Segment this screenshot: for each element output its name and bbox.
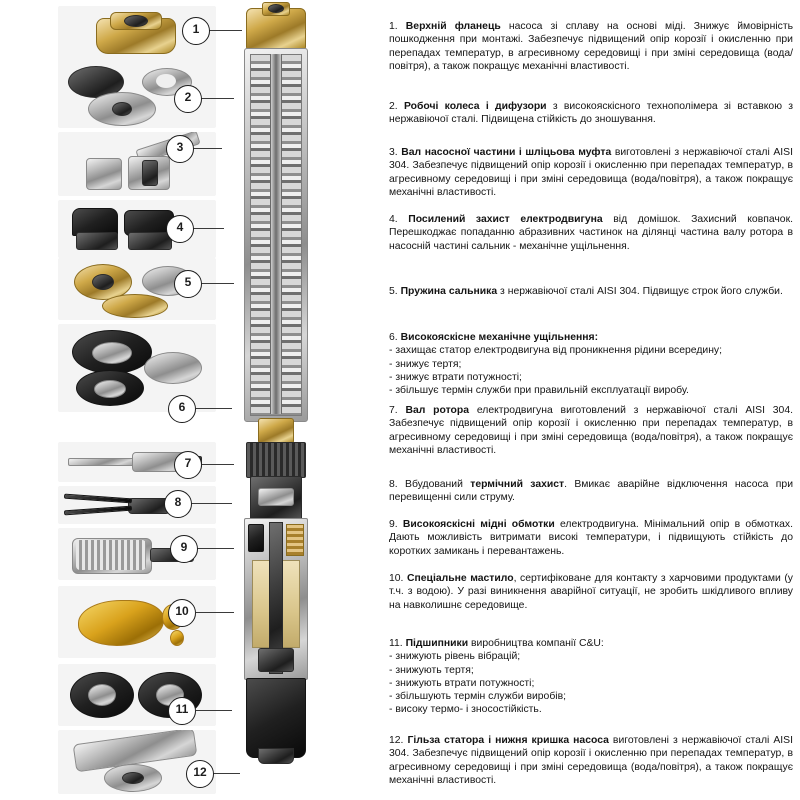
pump-head-bore <box>268 4 284 13</box>
brass-flange-bore <box>124 15 148 27</box>
description-bullets-11 <box>389 650 793 716</box>
seal-ring-inner <box>92 342 132 364</box>
description-number-7: 7. <box>389 405 398 416</box>
leader-line-6 <box>196 408 232 409</box>
description-number-10: 10. <box>389 573 404 584</box>
motor-lower-bearing <box>258 648 294 672</box>
description-number-3: 3. <box>389 147 398 158</box>
description-item-5 <box>389 285 793 298</box>
description-lead-3: Вал насосної частини і шліцьова муфта <box>401 147 612 158</box>
description-body-11: виробництва компанії C&U: <box>468 638 604 649</box>
motor-bottom-cover <box>246 678 306 758</box>
callout-bullet-8[interactable]: 8 <box>164 490 192 518</box>
description-lead-12: Гільза статора і нижня кришка насоса <box>407 735 609 746</box>
thermal-lead-2 <box>64 506 132 516</box>
description-item-4 <box>389 213 793 253</box>
description-lead-1: Верхній фланець <box>405 21 501 32</box>
oil-droplet-b <box>170 630 184 646</box>
pump-cutaway-illustration <box>224 0 370 800</box>
description-number-11: 11. <box>389 638 403 649</box>
description-bullet-11-5: - високу термо- і зносостійкість. <box>389 704 542 716</box>
sleeve-bore <box>142 160 158 186</box>
description-strong-8: термічний захист <box>470 479 565 490</box>
motor-seal-ring <box>258 488 294 506</box>
description-number-1: 1. <box>389 21 398 32</box>
description-item-8 <box>389 478 793 505</box>
description-item-9 <box>389 518 793 558</box>
part-thumb-8 <box>58 486 216 524</box>
description-number-9: 9. <box>389 519 398 530</box>
description-body-5: з нержавіючої сталі AISI 304. Підвищує строк його служби. <box>497 286 783 297</box>
description-bullets-6 <box>389 344 793 397</box>
description-number-2: 2. <box>389 101 398 112</box>
description-body-4: від домішок. Захисний ковпачок. Перешкоджає попаданню абразивних частинок на ділянці частина валу ротора в насосній частині сальник - механічне ущільнення. <box>389 214 794 252</box>
cap-base-right <box>128 232 172 250</box>
callout-bullet-3[interactable]: 3 <box>166 135 194 163</box>
description-lead-4: Посилений захист електродвигуна <box>408 214 603 225</box>
description-list <box>381 0 800 800</box>
pump-center-shaft <box>270 54 282 414</box>
description-body-9: електродвигуна. Мінімальний опір в обмотках. Дають можливість витримати високі температури, і підвищують стійкість до коротких замикань і перевантажень. <box>389 519 793 557</box>
seal-ring-lower-bore <box>94 380 126 398</box>
winding-coils <box>76 540 146 570</box>
cap-base-left <box>76 232 118 250</box>
description-item-3 <box>389 146 793 199</box>
description-body-7: електродвигуна виготовлений з нержавіючої сталі AISI 304. Забезпечує підвищений опір корозії і окисленню при перепадах температур, в агресивному середовищі і при зміні середовища (вода/повітря), а також покращує механічні властивості. <box>389 405 793 456</box>
description-body-2: з високояскісного технополімера зі вставкою з нержавіючої сталі. Підвищена стійкість до зношування. <box>389 101 794 126</box>
diffuser-ring-bore <box>156 74 176 88</box>
description-body-10: , сертифіковане для контакту з харчовими продуктами (у т.ч. з водою). У разі виникнення аварійної ситуації, не зробить шкідливого впливу на навколишнє середовище. <box>389 573 793 611</box>
seal-cap <box>144 352 202 384</box>
leader-line-5 <box>200 283 234 284</box>
description-number-6: 6. <box>389 332 398 343</box>
impeller-hub <box>112 102 132 116</box>
description-number-5: 5. <box>389 286 398 297</box>
description-body-12: виготовлені з нержавіючої сталі AISI 304. Забезпечує підвищений опір корозії і окисленню при перепадах температур, в агресивному середовищі і при зміні середовища (вода/повітря), а також покращує механічні властивості. <box>389 735 793 786</box>
description-bullet-6-2: - знижує тертя; <box>389 358 462 370</box>
description-item-12 <box>389 734 793 787</box>
callout-bullet-5[interactable]: 5 <box>174 270 202 298</box>
seal-spring-coil <box>102 294 168 318</box>
description-lead-5: Пружина сальника <box>400 286 498 297</box>
description-bullet-6-4: - збільшує термін служби при правильній експлуатації виробу. <box>389 385 689 397</box>
oil-splash-main <box>78 600 164 646</box>
description-lead-6: Високояскісне механічне ущільнення: <box>400 332 599 343</box>
callout-bullet-10[interactable]: 10 <box>168 599 196 627</box>
description-bullet-11-3: - знижують втрати потужності; <box>389 677 535 689</box>
leader-line-9 <box>196 548 234 549</box>
callout-bullet-9[interactable]: 9 <box>170 535 198 563</box>
leader-line-2 <box>200 98 234 99</box>
description-item-11 <box>389 637 793 717</box>
description-number-4: 4. <box>389 214 398 225</box>
description-item-10 <box>389 572 793 612</box>
motor-thermal-protector <box>248 524 264 552</box>
description-number-12: 12. <box>389 735 404 746</box>
seal-spring-bore <box>92 274 114 290</box>
callout-bullet-4[interactable]: 4 <box>166 215 194 243</box>
leader-line-3 <box>192 148 222 149</box>
leader-line-10 <box>196 612 234 613</box>
callout-bullet-1[interactable]: 1 <box>182 17 210 45</box>
description-lead-7: Вал ротора <box>405 405 470 416</box>
leader-line-8 <box>190 503 232 504</box>
description-body-1: насоса зі сплаву на основі міді. Знижує ймовірність пошкодження при монтажі. Забезпечує підвищений опір корозії і окисленню при перепадах температур, в агресивному середовищі і при зміні середовища (вода/повітря), а також покращує механічні властивості. <box>389 21 794 72</box>
leader-line-1 <box>206 30 242 31</box>
description-number-8: 8. <box>389 479 398 490</box>
leader-line-12 <box>212 773 240 774</box>
thermal-lead-1 <box>64 494 132 504</box>
pump-spline-coupling <box>258 418 294 444</box>
description-lead-2: Робочі колеса і дифузори <box>403 101 547 112</box>
description-lead-9: Високояскісні мідні обмотки <box>402 519 555 530</box>
description-lead-10: Спеціальне мастило <box>407 573 514 584</box>
pump-intake-screen <box>246 442 306 478</box>
description-body-3: виготовлені з нержавіючої сталі AISI 304. Забезпечує підвищений опір корозії і окисленню при перепадах температур, в агресивному середовищі і при зміні середовища (вода/повітря), а також покращує механічні властивості. <box>389 147 793 198</box>
bottom-cover-bore <box>122 772 144 784</box>
description-bullet-11-2: - знижують тертя; <box>389 664 474 676</box>
callout-bullet-12[interactable]: 12 <box>186 760 214 788</box>
leader-line-11 <box>196 710 232 711</box>
callout-bullet-11[interactable]: 11 <box>168 697 196 725</box>
motor-windings <box>286 524 304 556</box>
leader-line-4 <box>192 228 224 229</box>
description-bullet-11-1: - знижують рівень вібрацій; <box>389 651 521 663</box>
description-prefix-8: Вбудований <box>405 479 471 490</box>
description-bullet-11-4: - збільшують термін служби виробів; <box>389 691 566 703</box>
motor-bottom-cap <box>258 748 294 764</box>
rotor-shaft-rod <box>68 458 136 466</box>
description-item-6 <box>389 331 793 397</box>
description-lead-11: Підшипники <box>405 638 469 649</box>
description-bullet-6-1: - захищає статор електродвигуна від проникнення рідини всередину; <box>389 345 723 357</box>
description-item-7 <box>389 404 793 457</box>
description-item-2 <box>389 100 793 127</box>
bearing-left-inner <box>88 684 116 706</box>
description-item-1 <box>389 20 793 73</box>
description-bullet-6-3: - знижує втрати потужності; <box>389 371 522 383</box>
callout-bullet-2[interactable]: 2 <box>174 85 202 113</box>
leader-line-7 <box>200 464 234 465</box>
parts-gallery <box>0 0 218 800</box>
description-body-8: . Вмикає аварійне відключення насоса при перевищенні сили струму. <box>389 479 793 504</box>
callout-bullet-6[interactable]: 6 <box>168 395 196 423</box>
callout-bullet-7[interactable]: 7 <box>174 451 202 479</box>
spline-sleeve-a <box>86 158 122 190</box>
